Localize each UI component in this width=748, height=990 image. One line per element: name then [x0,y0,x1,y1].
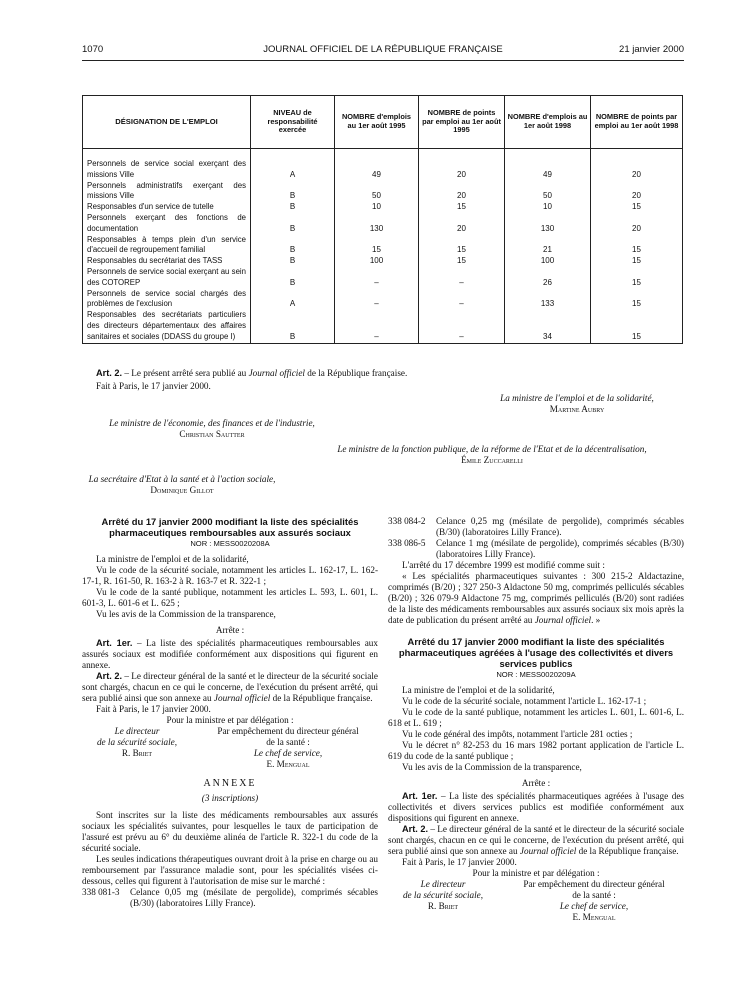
annexe-heading: ANNEXE [203,778,257,789]
cell-value: 100 [335,256,419,267]
paragraph: Les seules indications thérapeutiques ouvrant droit à la prise en charge ou au remboursement par l'assurance maladie sont, pour les spécialités visées ci-dessous, celles qui figurent à l'autorisation de mise sur le marché : [82,854,378,886]
paragraph: Vu le code général des impôts, notamment l'article 281 octies ; [402,729,633,739]
column-header: NIVEAU de responsabilité exercée [251,96,335,149]
signatures-block [82,726,378,770]
table-body [83,149,683,344]
paragraph: Sont inscrites sur la liste des médicaments remboursables aux assurés sociaux les spécialités suivantes, pour lesquelles le taux de participation de l'assuré est prévu au 6° du deuxième alinéa de l'article R. 322-1 du code de la sécurité sociale. [82,810,378,853]
quoted-paragraph: « Les spécialités pharmaceutiques suivantes : 300 215-2 Aldactazine, comprimés (B/20) ; 327 250-3 Aldactone 50 mg, comprimés pelliculés sécables (B/20) ; 326 079-9 Aldactone 75 mg, comprimés pelliculés (B/20) sont radiées de la liste des médicaments remboursables aux assurés sociaux six mois après la date de publication du présent arrêté au Journal officiel. » [388,571,684,625]
paragraph: La ministre de l'emploi et de la solidarité, [96,554,249,564]
arrete-label: Arrête : [215,625,245,635]
cell-value: – [419,310,505,343]
journal-title: JOURNAL OFFICIEL DE LA RÉPUBLIQUE FRANÇAISE [263,44,503,55]
cell-value: 49 [335,159,419,181]
left-column [82,516,378,909]
cell-value: B [251,181,335,203]
signature-dgs: Par empêchement du directeur général de la santé : Le chef de service, E. Mengual [523,879,665,922]
arrete-label: Arrête : [521,778,551,788]
cell-value: 50 [335,181,419,203]
signature-dgs: Par empêchement du directeur général de la santé : Le chef de service, E. Mengual [217,726,359,769]
page-number: 1070 [82,44,104,55]
cell-value: 20 [419,159,505,181]
cell-value: 15 [591,202,683,213]
fait-line: Fait à Paris, le 17 janvier 2000. [96,704,211,714]
decree-title: Arrêté du 17 janvier 2000 modifiant la liste des spécialités pharmaceutiques remboursables aux assurés sociaux [101,516,359,538]
table-row [83,213,683,235]
cell-value: 15 [419,235,505,257]
cell-designation: Responsables du secrétariat des TASS [83,256,251,267]
cell-designation: Responsables à temps plein d'un service d'accueil de regroupement familial [83,235,251,257]
annexe-count: (3 inscriptions) [201,793,259,803]
cell-designation: Personnels de service social exerçant des missions Ville [83,159,251,181]
specialty-entry: 338 086-5 Celance 1 mg (mésilate de pergolide), comprimés sécables (B/30) (laboratoires Lilly France). [388,538,684,559]
paragraph: Vu le code de la santé publique, notamment les articles L. 593, L. 601, L. 601-3, L. 601-6 et L. 625 ; [82,587,378,608]
cell-value: 130 [505,213,591,235]
paragraph: Vu les avis de la Commission de la transparence, [402,762,582,772]
cell-value: 20 [419,181,505,203]
article-1: Art. 1er. – La liste des spécialités pharmaceutiques agréées à l'usage des collectivités et divers services publics est modifiée conformément aux dispositions qui figurent en annexe. [388,791,684,823]
cell-value: A [251,289,335,311]
article-2: Art. 2. – Le directeur général de la santé et le directeur de la sécurité sociale sont chargés, chacun en ce qui le concerne, de l'exécution du présent arrêté, qui sera publié ainsi que son annexe au Journal officiel de la République française. [388,824,684,856]
cell-designation: Personnels administratifs exerçant des missions Ville [83,181,251,203]
column-header: NOMBRE d'emplois au 1er août 1995 [335,96,419,149]
cell-designation: Responsables des secrétariats particuliers des directeurs départementaux des affaires sanitaires et sociales (DDASS du groupe I) [83,310,251,343]
cell-designation: Personnels de service social chargés des problèmes de l'exclusion [83,289,251,311]
cell-value: 20 [591,181,683,203]
cell-value: B [251,235,335,257]
table-row [83,181,683,203]
cell-value: 20 [419,213,505,235]
right-column [388,516,684,923]
table-header-row [83,96,683,149]
signature-economie: Le ministre de l'économie, des finances et de l'industrie, Christian Sautter [109,418,315,439]
paragraph: Vu le code de la sécurité sociale, notamment l'article L. 162-17-1 ; [402,696,647,706]
fait-line: Fait à Paris, le 17 janvier 2000. [402,857,517,867]
top-fait: Fait à Paris, le 17 janvier 2000. [96,381,211,391]
cell-value: 15 [591,310,683,343]
cell-designation: Personnels exerçant des fonctions de documentation [83,213,251,235]
column-header: DÉSIGNATION DE L'EMPLOI [83,96,251,149]
paragraph: Vu le décret n° 82-253 du 16 mars 1982 portant application de l'article L. 619 du code de la santé publique ; [388,740,684,761]
article-1: Art. 1er. – La liste des spécialités pharmaceutiques remboursables aux assurés sociaux est modifiée conformément aux dispositions qui figurent en annexe. [82,638,378,670]
cell-value: – [335,310,419,343]
cell-value: 15 [591,267,683,289]
cell-value: 15 [335,235,419,257]
cell-value: 10 [335,202,419,213]
signature-dss: Le directeur de la sécurité sociale, R. Briet [402,879,484,911]
signature-dss: Le directeur de la sécurité sociale, R. Briet [96,726,178,758]
paragraph: La ministre de l'emploi et de la solidarité, [402,685,555,695]
cell-value: – [335,267,419,289]
employment-table [82,95,683,344]
column-header: NOMBRE de points par emploi au 1er août 1998 [591,96,683,149]
table-row [83,235,683,257]
table-row [83,310,683,343]
cell-value: 34 [505,310,591,343]
decree-title: Arrêté du 17 janvier 2000 modifiant la liste des spécialités pharmaceutiques agréées à l'usage des collectivités et divers services publics [398,636,674,669]
paragraph: L'arrêté du 17 décembre 1999 est modifié comme suit : [402,560,605,570]
cell-value: – [419,267,505,289]
cell-value: 21 [505,235,591,257]
cell-designation: Personnels de service social exerçant au sein des COTOREP [83,267,251,289]
cell-value: B [251,310,335,343]
signatures-block [388,879,684,923]
cell-value: 50 [505,181,591,203]
signature-emploi: La ministre de l'emploi et de la solidarité, Martine Aubry [500,393,654,414]
cell-value: – [419,289,505,311]
cell-value: B [251,256,335,267]
paragraph: Vu le code de la sécurité sociale, notamment les articles L. 162-17, L. 162-17-1, R. 161-50, R. 163-2 à R. 163-7 et R. 322-1 ; [82,565,378,586]
cell-value: 130 [335,213,419,235]
table-row [83,256,683,267]
paragraph: Vu les avis de la Commission de la transparence, [96,609,276,619]
nor-reference: NOR : MESS0020209A [496,670,576,679]
cell-value: 26 [505,267,591,289]
signature-sante: La secrétaire d'Etat à la santé et à l'action sociale, Dominique Gillot [88,474,276,495]
cell-designation: Responsables d'un service de tutelle [83,202,251,213]
cell-value: 15 [591,289,683,311]
signature-fonction-publique: Le ministre de la fonction publique, de la réforme de l'Etat et de la décentralisation, Émile Zuccarelli [337,444,647,465]
cell-value: 15 [591,235,683,257]
header-rule [82,60,684,61]
delegation-line: Pour la ministre et par délégation : [166,715,294,725]
column-header: NOMBRE de points par emploi au 1er août 1995 [419,96,505,149]
delegation-line: Pour la ministre et par délégation : [472,868,600,878]
cell-value: 49 [505,159,591,181]
cell-value: B [251,267,335,289]
issue-date: 21 janvier 2000 [619,44,684,55]
cell-value: 20 [591,213,683,235]
cell-value: 10 [505,202,591,213]
cell-value: – [335,289,419,311]
cell-value: 15 [591,256,683,267]
article-2: Art. 2. – Le directeur général de la santé et le directeur de la sécurité sociale sont chargés, chacun en ce qui le concerne, de l'exécution du présent arrêté, qui sera publié ainsi que son annexe au Journal officiel de la République française. [82,671,378,703]
paragraph: Vu le code de la santé publique, notamment les articles L. 601, L. 601-6, L. 618 et L. 619 ; [388,707,684,728]
top-article-2: Art. 2. – Le présent arrêté sera publié au Journal officiel de la République française. [96,368,408,378]
table-row [83,267,683,289]
cell-value: 133 [505,289,591,311]
cell-value: 15 [419,202,505,213]
specialty-entry: 338 081-3 Celance 0,05 mg (mésilate de pergolide), comprimés sécables (B/30) (laboratoires Lilly France). [82,887,378,908]
cell-value: B [251,213,335,235]
nor-reference: NOR : MESS0020208A [190,539,270,548]
cell-value: 20 [591,159,683,181]
cell-value: 100 [505,256,591,267]
table-row [83,289,683,311]
table-row [83,202,683,213]
column-header: NOMBRE d'emplois au 1er août 1998 [505,96,591,149]
specialty-entry: 338 084-2 Celance 0,25 mg (mésilate de pergolide), comprimés sécables (B/30) (laboratoires Lilly France). [388,516,684,537]
cell-value: A [251,159,335,181]
cell-value: 15 [419,256,505,267]
cell-value: B [251,202,335,213]
table-row [83,159,683,181]
